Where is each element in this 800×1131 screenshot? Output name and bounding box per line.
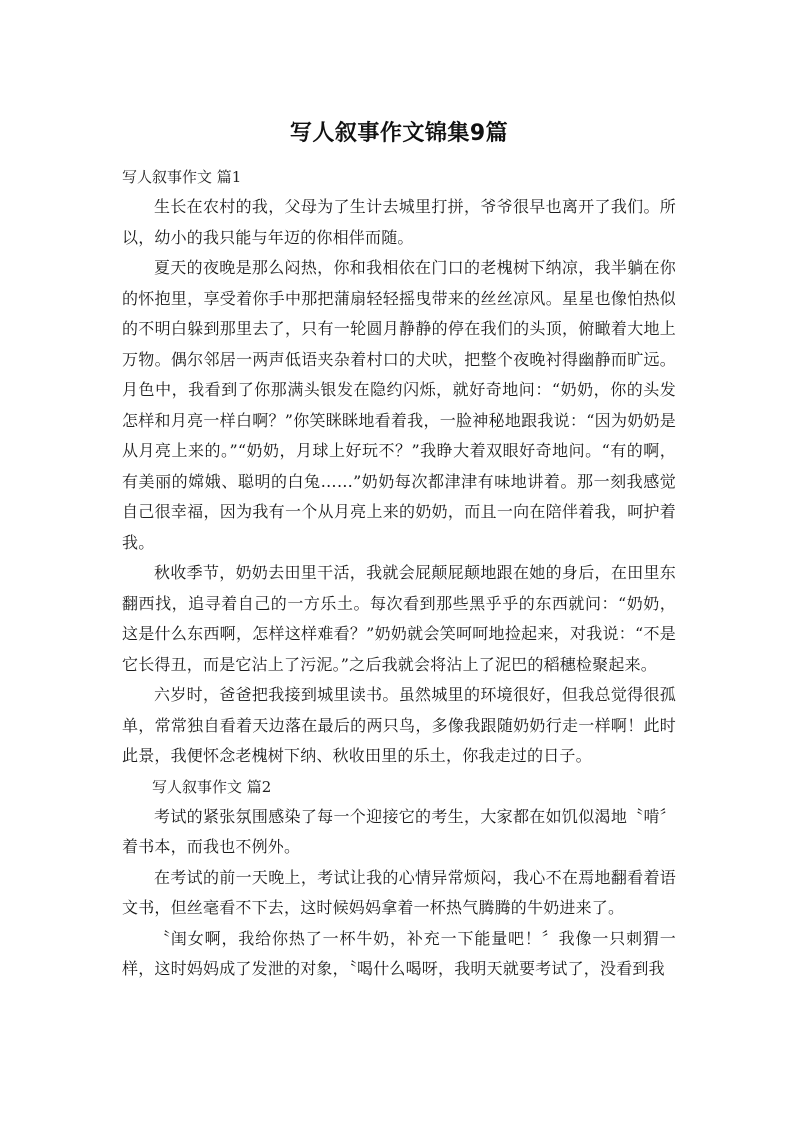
paragraph: 考试的紧张氛围感染了每一个迎接它的考生，大家都在如饥似渴地〝啃〞着书本，而我也不例外。 bbox=[122, 806, 676, 856]
section-1 bbox=[122, 162, 676, 772]
section-heading: 写人叙事作文 篇2 bbox=[152, 777, 272, 796]
paragraph: 〝闺女啊，我给你热了一杯牛奶，补充一下能量吧！〞我像一只刺猬一样，这时妈妈成了发泄的对象，〝喝什么喝呀，我明天就要考试了，没看到我 bbox=[122, 928, 676, 978]
paragraph: 在考试的前一天晚上，考试让我的心情异常烦闷，我心不在焉地翻看着语文书，但丝毫看不下去，这时候妈妈拿着一杯热气腾腾的牛奶进来了。 bbox=[122, 867, 676, 917]
section-2 bbox=[122, 772, 676, 985]
paragraph: 生长在农村的我，父母为了生计去城里打拼，爷爷很早也离开了我们。所以，幼小的我只能与年迈的你相伴而随。 bbox=[122, 197, 676, 247]
paragraph: 秋收季节，奶奶去田里干活，我就会屁颠屁颠地跟在她的身后，在田里东翻西找，追寻着自己的一方乐土。每次看到那些黑乎乎的东西就问：“奶奶，这是什么东西啊，怎样这样难看？”奶奶就会笑呵呵地捡起来，对我说：“不是它长得丑，而是它沾上了污泥。”之后我就会将沾上了泥巴的稻穗检聚起来。 bbox=[122, 563, 676, 674]
paragraph: 六岁时，爸爸把我接到城里读书。虽然城里的环境很好，但我总觉得很孤单，常常独自看着天边落在最后的两只鸟，多像我跟随奶奶行走一样啊！此时此景，我便怀念老槐树下纳、秋收田里的乐土，你我走过的日子。 bbox=[122, 685, 676, 765]
document-title: 写人叙事作文锦集9篇 bbox=[289, 121, 509, 146]
paragraph: 夏天的夜晚是那么闷热，你和我相依在门口的老槐树下纳凉，我半躺在你的怀抱里，享受着你手中那把蒲扇轻轻摇曳带来的丝丝凉风。星星也像怕热似的不明白躲到那里去了，只有一轮圆月静静的停在我们的头顶，俯瞰着大地上万物。偶尔邻居一两声低语夹杂着村口的犬吠，把整个夜晚衬得幽静而旷远。月色中，我看到了你那满头银发在隐约闪烁，就好奇地问：“奶奶，你的头发怎样和月亮一样白啊？”你笑眯眯地看着我，一脸神秘地跟我说：“因为奶奶是从月亮上来的。”“奶奶，月球上好玩不？”我睁大着双眼好奇地问。“有的啊，有美丽的嫦娥、聪明的白兔……”奶奶每次都津津有味地讲着。那一刻我感觉自己很幸福，因为我有一个从月亮上来的奶奶，而且一向在陪伴着我，呵护着我。 bbox=[122, 258, 676, 552]
section-heading: 写人叙事作文 篇1 bbox=[122, 168, 242, 186]
